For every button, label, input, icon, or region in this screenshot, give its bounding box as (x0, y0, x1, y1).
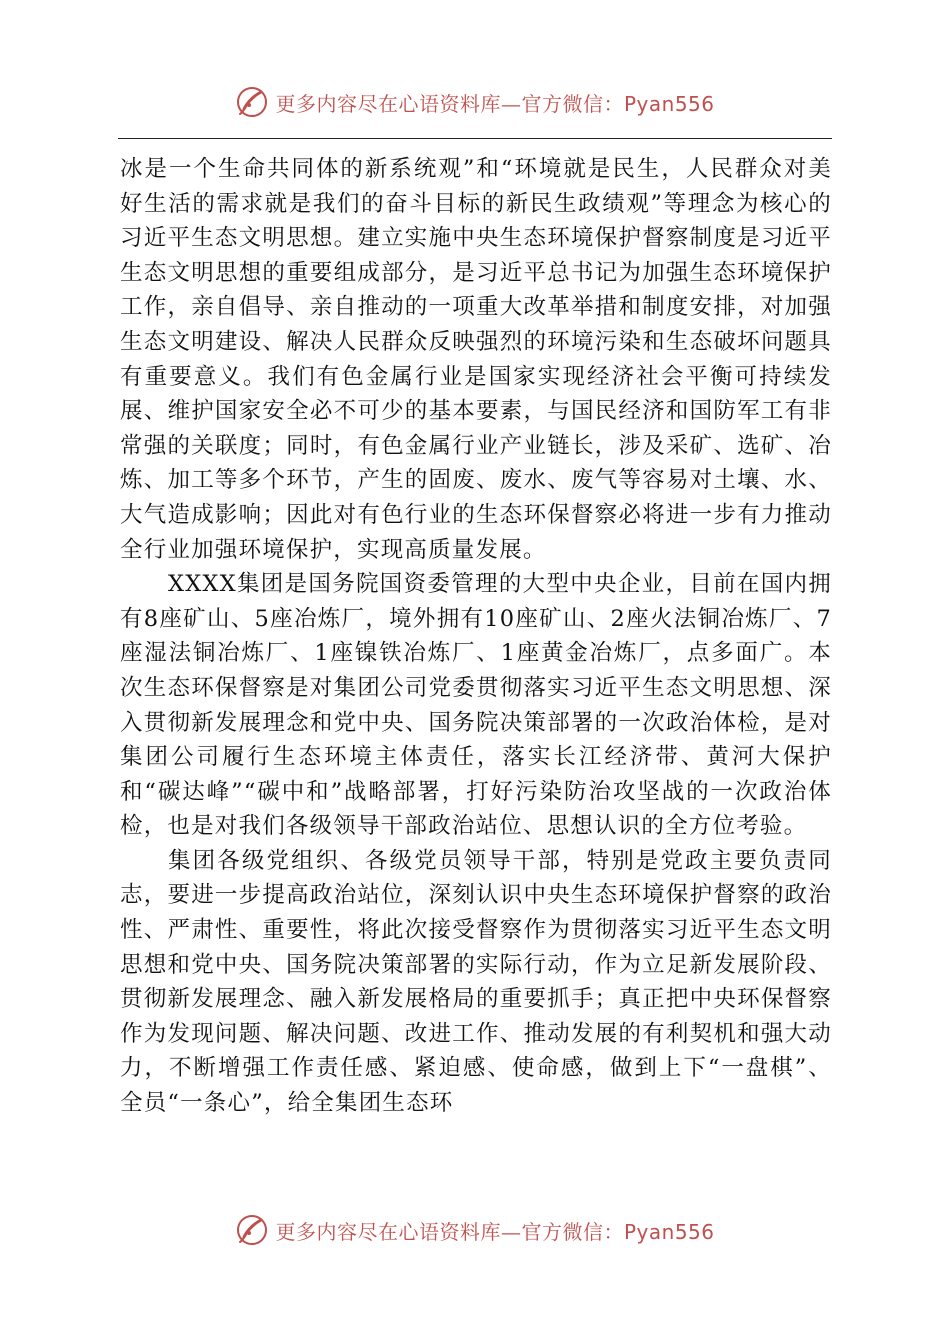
header-banner-label: 更多内容尽在心语资料库—官方微信： (275, 91, 624, 116)
header-banner-text (275, 88, 714, 117)
footer-banner-label: 更多内容尽在心语资料库—官方微信： (275, 1219, 624, 1244)
paragraph-2: XXXX集团是国务院国资委管理的大型中央企业，目前在国内拥有8座矿山、5座冶炼厂，境外拥有10座矿山、2座火法铜冶炼厂、7座湿法铜冶炼厂、1座镍铁冶炼厂、1座黄金冶炼厂，点多面广。本次生态环保督察是对集团公司党委贯彻落实习近平生态文明思想、深入贯彻新发展理念和党中央、国务院决策部署的一次政治体检，是对集团公司履行生态环境主体责任，落实长江经济带、黄河大保护和“碳达峰”“碳中和”战略部署，打好污染防治攻坚战的一次政治体检，也是对我们各级领导干部政治站位、思想认识的全方位考验。 (120, 571, 832, 840)
brush-logo-icon (235, 1213, 269, 1247)
footer-banner (0, 1208, 950, 1252)
header-divider (118, 138, 832, 139)
footer-wechat-id: Pyan556 (623, 1219, 715, 1244)
header-banner (0, 80, 950, 124)
brush-logo-icon (235, 85, 269, 119)
header-wechat-id: Pyan556 (623, 91, 715, 116)
paragraph-3: 集团各级党组织、各级党员领导干部，特别是党政主要负责同志，要进一步提高政治站位，深刻认识中央生态环境保护督察的政治性、严肃性、重要性，将此次接受督察作为贯彻落实习近平生态文明思想和党中央、国务院决策部署的实际行动，作为立足新发展阶段、贯彻新发展理念、融入新发展格局的重要抓手；真正把中央环保督察作为发现问题、解决问题、改进工作、推动发展的有利契机和强大动力，不断增强工作责任感、紧迫感、使命感，做到上下“一盘棋”、全员“一条心”，给全集团生态环 (120, 847, 832, 1117)
document-body (120, 152, 832, 1121)
footer-banner-text (275, 1216, 714, 1245)
paragraph-1: 冰是一个生命共同体的新系统观”和“环境就是民生，人民群众对美好生活的需求就是我们的奋斗目标的新民生政绩观”等理念为核心的习近平生态文明思想。建立实施中央生态环境保护督察制度是习近平生态文明思想的重要组成部分，是习近平总书记为加强生态环境保护工作，亲自倡导、亲自推动的一项重大改革举措和制度安排，对加强生态文明建设、解决人民群众反映强烈的环境污染和生态破坏问题具有重要意义。我们有色金属行业是国家实现经济社会平衡可持续发展、维护国家安全必不可少的基本要素，与国民经济和国防军工有非常强的关联度；同时，有色金属行业产业链长，涉及采矿、选矿、冶炼、加工等多个环节，产生的固废、废水、废气等容易对土壤、水、大气造成影响；因此对有色行业的生态环保督察必将进一步有力推动全行业加强环境保护，实现高质量发展。 (120, 156, 832, 563)
